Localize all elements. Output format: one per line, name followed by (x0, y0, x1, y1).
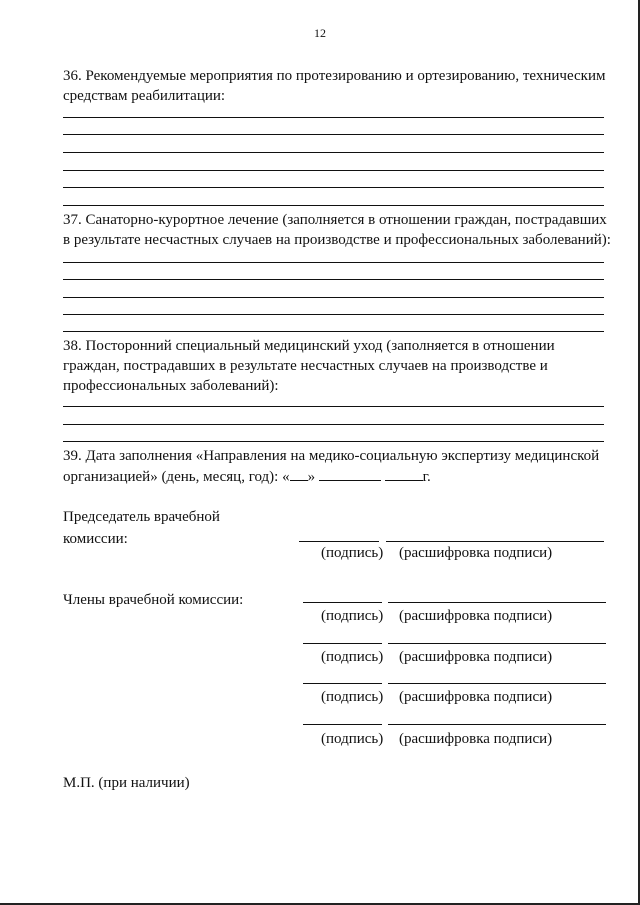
section-36-line-2[interactable] (63, 134, 604, 135)
section-38-line-3[interactable] (63, 441, 604, 442)
section-36-line-5[interactable] (63, 187, 604, 188)
date-month-field[interactable] (319, 466, 381, 481)
section-36-line-1[interactable] (63, 117, 604, 118)
chairman-transcript-line[interactable] (386, 541, 604, 542)
section-39-date-line (63, 446, 611, 487)
section-38-line-2[interactable] (63, 424, 604, 425)
page-number: 12 (314, 26, 326, 40)
section-38-heading: 38. Посторонний специальный медицинский уход (заполняется в отношении граждан, пострадавших в результате несчастных случаев на производстве и профессиональных заболеваний): (63, 338, 555, 394)
member-2-transcript-line[interactable] (388, 643, 606, 644)
member-1-transcript-caption: (расшифровка подписи) (399, 608, 553, 624)
section-39-year-suffix: г. (422, 469, 431, 485)
member-4-signature-line[interactable] (303, 724, 382, 725)
section-39-text: 39. Дата заполнения «Направления на медико-социальную экспертизу медицинской организацией» (день, месяц, год): « (63, 448, 600, 485)
stamp-label: М.П. (при наличии) (63, 775, 190, 791)
date-year-field[interactable] (385, 466, 423, 481)
member-2-signature-caption: (подпись) (321, 649, 384, 665)
member-3-signature-caption: (подпись) (321, 689, 384, 705)
member-2-transcript-caption: (расшифровка подписи) (399, 649, 553, 665)
member-3-transcript-caption: (расшифровка подписи) (399, 689, 553, 705)
chairman-signature-line[interactable] (299, 541, 379, 542)
member-4-transcript-line[interactable] (388, 724, 606, 725)
member-1-signature-line[interactable] (303, 602, 382, 603)
member-4-signature-caption: (подпись) (321, 731, 384, 747)
chairman-transcript-caption: (расшифровка подписи) (399, 545, 553, 561)
section-38-line-1[interactable] (63, 406, 604, 407)
section-39-quote-close: » (307, 469, 316, 485)
section-36-line-3[interactable] (63, 152, 604, 153)
member-2-signature-line[interactable] (303, 643, 382, 644)
section-37-heading: 37. Санаторно-курортное лечение (заполняется в отношении граждан, пострадавших в результате несчастных случаев на производстве и профессиональных заболеваний): (63, 212, 611, 248)
member-1-transcript-line[interactable] (388, 602, 606, 603)
section-37-line-1[interactable] (63, 262, 604, 263)
member-4-transcript-caption: (расшифровка подписи) (399, 731, 553, 747)
chairman-label-line-2: комиссии: (63, 531, 128, 547)
date-day-field[interactable] (290, 466, 308, 481)
chairman-label-line-1: Председатель врачебной (63, 509, 220, 525)
section-36-heading: 36. Рекомендуемые мероприятия по протезированию и ортезированию, техническим средствам реабилитации: (63, 68, 606, 104)
member-3-transcript-line[interactable] (388, 683, 606, 684)
member-3-signature-line[interactable] (303, 683, 382, 684)
section-37-line-3[interactable] (63, 297, 604, 298)
section-37-line-2[interactable] (63, 279, 604, 280)
section-37-line-5[interactable] (63, 331, 604, 332)
section-36-line-6[interactable] (63, 205, 604, 206)
section-37-line-4[interactable] (63, 314, 604, 315)
member-1-signature-caption: (подпись) (321, 608, 384, 624)
section-36-line-4[interactable] (63, 170, 604, 171)
chairman-signature-caption: (подпись) (321, 545, 384, 561)
members-label: Члены врачебной комиссии: (63, 592, 244, 608)
